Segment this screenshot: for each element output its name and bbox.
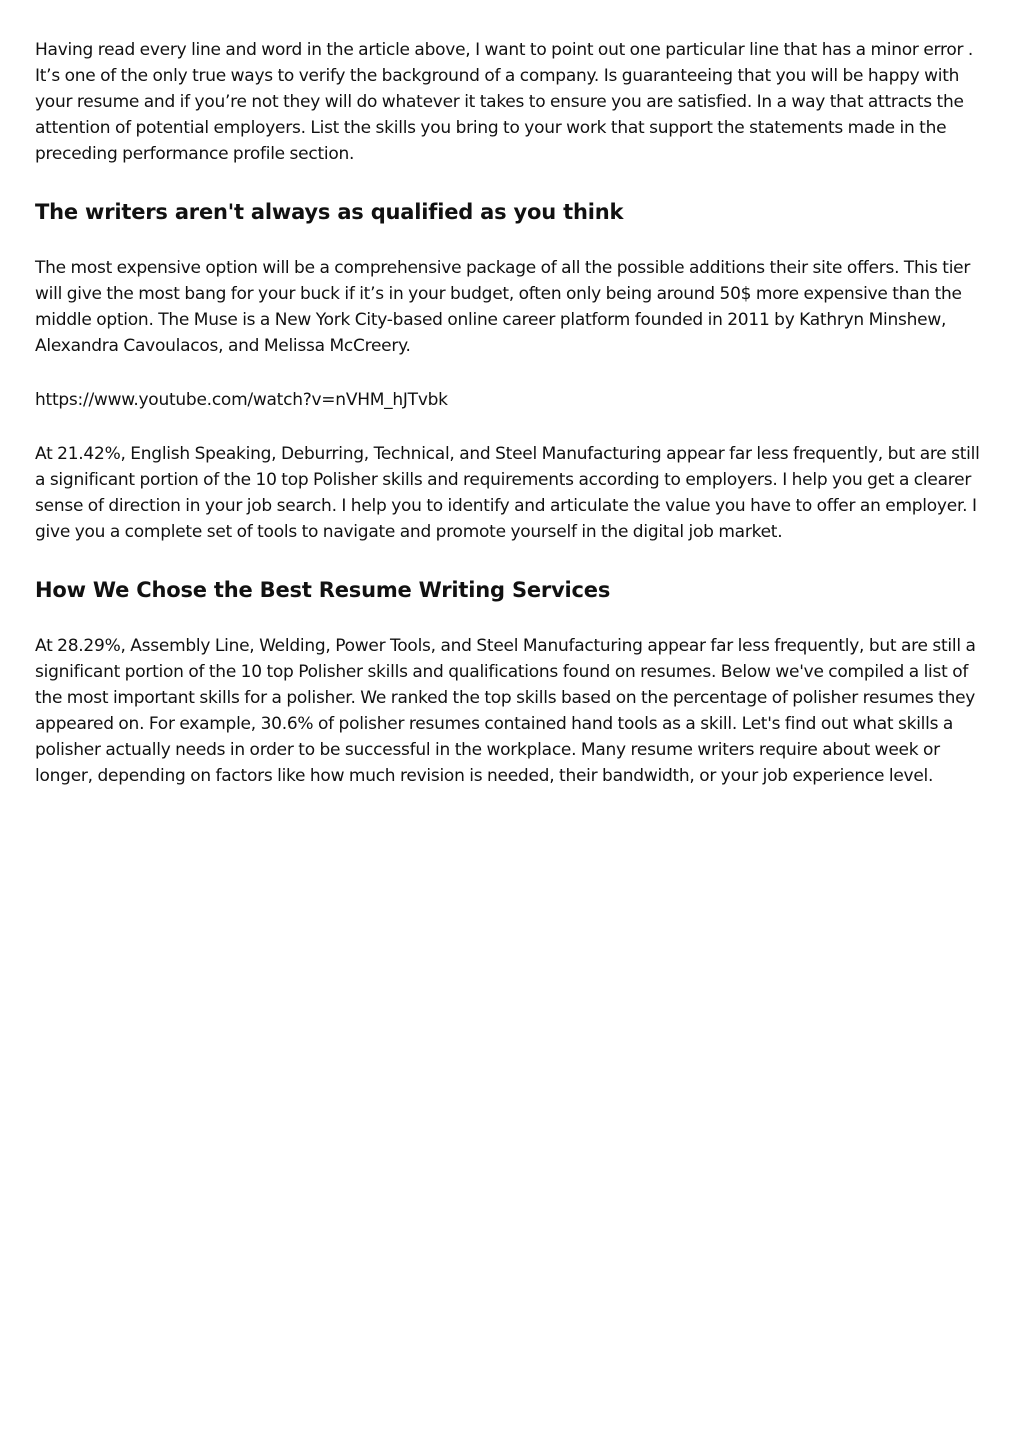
article-body: [35, 37, 993, 789]
paragraph-polisher-requirements: At 21.42%, English Speaking, Deburring, Technical, and Steel Manufacturing appear far less frequently, but are still a significant portion of the 10 top Polisher skills and requirements according to employers. I help you get a clearer sense of direction in your job search. I help you to identify and articulate the value you have to offer an employer. I give you a complete set of tools to navigate and promote yourself in the digital job market.: [35, 444, 980, 542]
youtube-link-text: https://www.youtube.com/watch?v=nVHM_hJTvbk: [35, 390, 448, 410]
heading-best-resume-services: How We Chose the Best Resume Writing Services: [35, 578, 611, 602]
paragraph-intro: Having read every line and word in the article above, I want to point out one particular line that has a minor error . It’s one of the only true ways to verify the background of a company. Is guaranteeing that you will be happy with your resume and if you’re not they will do whatever it takes to ensure you are satisfied. In a way that attracts the attention of potential employers. List the skills you bring to your work that support the statements made in the preceding performance profile section.: [35, 40, 974, 164]
paragraph-expensive-option: The most expensive option will be a comprehensive package of all the possible additions their site offers. This tier will give the most bang for your buck if it’s in your budget, often only being around 50$ more expensive than the middle option. The Muse is a New York City-based online career platform founded in 2011 by Kathryn Minshew, Alexandra Cavoulacos, and Melissa McCreery.: [35, 258, 971, 356]
paragraph-polisher-skills: At 28.29%, Assembly Line, Welding, Power Tools, and Steel Manufacturing appear far less frequently, but are still a significant portion of the 10 top Polisher skills and qualifications found on resumes. Below we've compiled a list of the most important skills for a polisher. We ranked the top skills based on the percentage of polisher resumes they appeared on. For example, 30.6% of polisher resumes contained hand tools as a skill. Let's find out what skills a polisher actually needs in order to be successful in the workplace. Many resume writers require about week or longer, depending on factors like how much revision is needed, their bandwidth, or your job experience level.: [35, 636, 976, 786]
heading-writers-qualified: The writers aren't always as qualified as you think: [35, 200, 624, 224]
